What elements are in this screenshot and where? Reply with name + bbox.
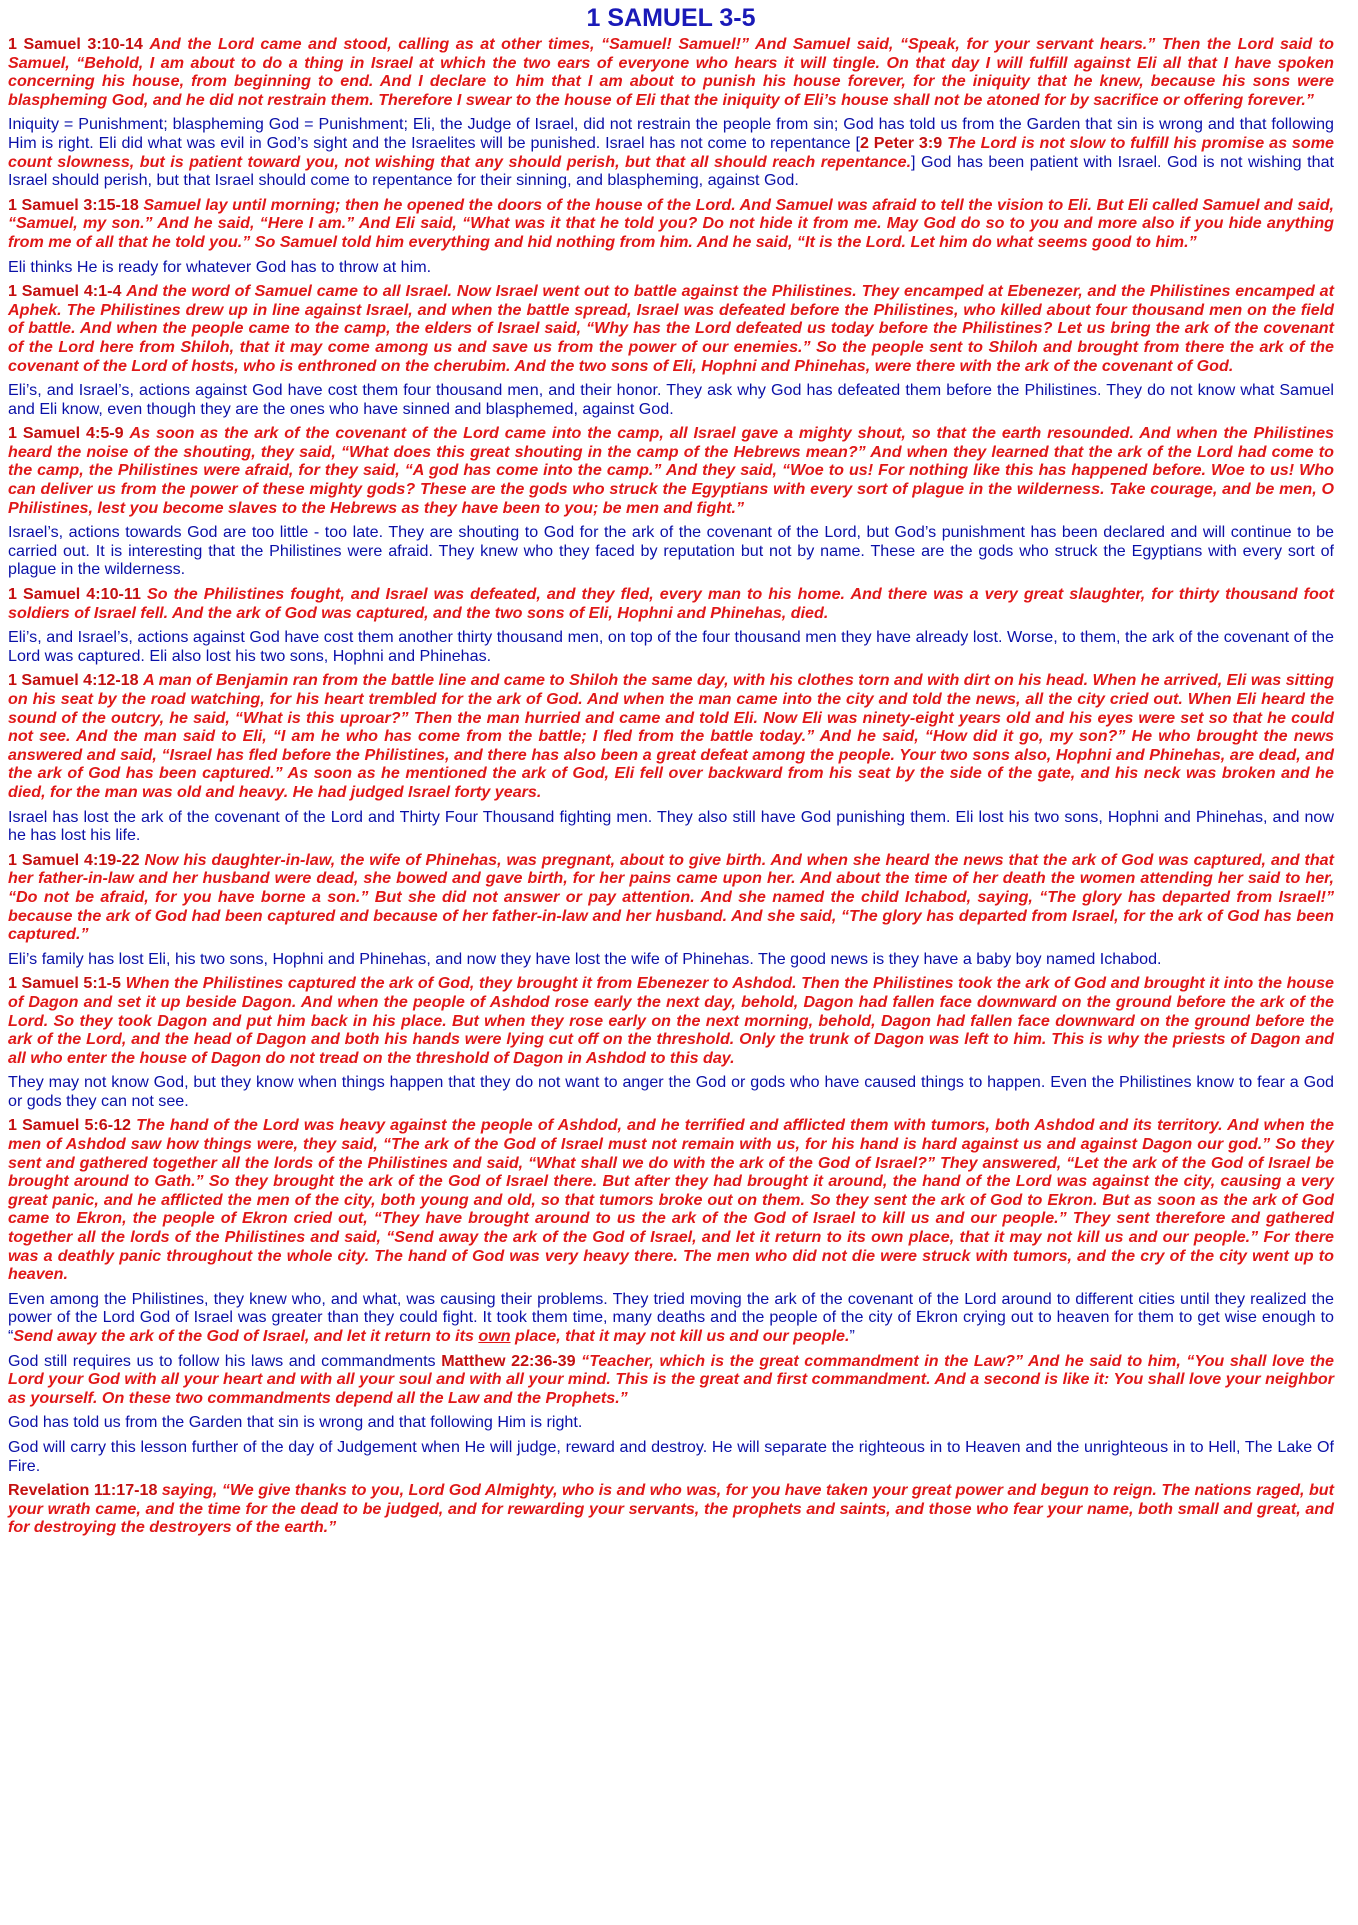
scripture-passage — [8, 1116, 1334, 1283]
commentary: Eli’s, and Israel’s, actions against God have cost them another thirty thousand men, on top of the four thousand men they have already lost. Worse, to them, the ark of the covenant of the Lord was captured. Eli also lost his two sons, Hophni and Phinehas. — [8, 628, 1334, 665]
scripture-quote: Send away the ark of the God of Israel, and let it return to its — [13, 1327, 479, 1345]
commentary: Israel’s, actions towards God are too little - too late. They are shouting to God for the ark of the covenant of the Lord, but God’s punishment has been declared and will continue to be carried out. It is interesting that the Philistines were afraid. They knew who they faced by reputation but not by name. These are the gods who struck the Egyptians with every sort of plague in the wilderness. — [8, 523, 1334, 579]
scripture-reference: 1 Samuel 4:12-18 — [8, 671, 139, 690]
scripture-quote: A man of Benjamin ran from the battle line and came to Shiloh the same day, with his clothes torn and with dirt on his head. When he arrived, Eli was sitting on his seat by the road watching, for his heart trembled for the ark of God. And when the man came into the city and told the news, all the city cried out. When Eli heard the sound of the outcry, he said, “What is this uproar?” Then the man hurried and came and told Eli. Now Eli was ninety-eight years old and his eyes were set so that he could not see. And the man said to Eli, “I am he who has come from the battle; I fled from the battle today.” And he said, “How did it go, my son?” He who brought the news answered and said, “Israel has fled before the Philistines, and there has also been a great defeat among the people. Your two sons also, Hophni and Phinehas, are dead, and the ark of God has been captured.” As soon as he mentioned the ark of God, Eli fell over backward from his seat by the side of the gate, and his neck was broken and he died, for the man was old and heavy. He had judged Israel forty years. — [8, 671, 1334, 801]
scripture-quote: place, that it may not kill us and our people. — [510, 1327, 850, 1345]
scripture-passage — [8, 282, 1334, 375]
commentary-text: God still requires us to follow his laws and commandments — [8, 1351, 442, 1370]
scripture-reference: Revelation 11:17-18 — [8, 1481, 158, 1500]
underlined-word: own — [478, 1327, 511, 1345]
scripture-reference: 1 Samuel 4:19-22 — [8, 850, 140, 869]
scripture-reference: 1 Samuel 3:10-14 — [8, 35, 143, 53]
commentary — [8, 115, 1334, 189]
scripture-quote: And the Lord came and stood, calling as at other times, “Samuel! Samuel!” And Samuel said, “Speak, for your servant hears.” Then the Lord said to Samuel, “Behold, I am about to do a thing in Israel at which the two ears of everyone who hears it will tingle. On that day I will fulfill against Eli all that I have spoken concerning his house, from beginning to end. And I declare to him that I am about to punish his house forever, for the iniquity that he knew, because his sons were blaspheming God, and he did not restrain them. Therefore I swear to the house of Eli that the iniquity of Eli’s house shall not be atoned for by sacrifice or offering forever.” — [8, 35, 1334, 109]
scripture-passage — [8, 851, 1334, 944]
scripture-quote: “Teacher, which is the great commandment in the Law?” And he said to him, “You shall love the Lord your God with all your heart and with all your soul and with all your mind. This is the great and first commandment. And a second is like it: You shall love your neighbor as yourself. On these two commandments depend all the Law and the Prophets.” — [8, 1351, 1334, 1407]
scripture-reference: 1 Samuel 5:6-12 — [8, 1116, 131, 1135]
scripture-reference: 1 Samuel 5:1-5 — [8, 974, 121, 993]
commentary: Israel has lost the ark of the covenant of the Lord and Thirty Four Thousand fighting men. They also still have God punishing them. Eli lost his two sons, Hophni and Phinehas, and now he has lost his life. — [8, 807, 1334, 845]
scripture-quote: The Lord is not slow to fulfill his promise as some count slowness, but is patient toward you, not wishing that any should perish, but that all should reach repentance. — [8, 133, 1334, 171]
scripture-quote: As soon as the ark of the covenant of the Lord came into the camp, all Israel gave a mighty shout, so that the earth resounded. And when the Philistines heard the noise of the shouting, they said, “What does this great shouting in the camp of the Hebrews mean?” And when they learned that the ark of the Lord had come to the camp, the Philistines were afraid, for they said, “A god has come into the camp.” And they said, “Woe to us! For nothing like this has happened before. Woe to us! Who can deliver us from the power of these mighty gods? These are the gods who struck the Egyptians with every sort of plague in the wilderness. Take courage, and be men, O Philistines, lest you become slaves to the Hebrews as they have been to you; be men and fight.” — [8, 424, 1334, 517]
scripture-passage — [8, 585, 1334, 622]
commentary: Eli thinks He is ready for whatever God has to throw at him. — [8, 257, 432, 276]
commentary: Eli’s, and Israel’s, actions against God have cost them four thousand men, and their honor. They ask why God has defeated them before the Philistines. They do not know what Samuel and Eli know, even though they are the ones who have sinned and blasphemed, against God. — [8, 381, 1334, 418]
scripture-reference: 2 Peter 3:9 — [859, 133, 943, 152]
commentary: God has told us from the Garden that sin is wrong and that following Him is right. — [8, 1413, 583, 1432]
scripture-reference: 1 Samuel 4:5-9 — [8, 424, 124, 443]
commentary-text: ” — [849, 1327, 855, 1345]
scripture-passage — [8, 974, 1334, 1067]
page-title: 1 SAMUEL 3-5 — [586, 4, 756, 32]
scripture-quote: The hand of the Lord was heavy against the people of Ashdod, and he terrified and afflicted them with tumors, both Ashdod and its territory. And when the men of Ashdod saw how things were, they said, “The ark of the God of Israel must not remain with us, for his hand is hard against us and against Dagon our god.” So they sent and gathered together all the lords of the Philistines and said, “What shall we do with the ark of the God of Israel?” They answered, “Let the ark of the God of Israel be brought around to Gath.” So they brought the ark of the God of Israel there. But after they had brought it around, the hand of the Lord was against the city, causing a very great panic, and he afflicted the men of the city, both young and old, so that tumors broke out on them. So they sent the ark of God to Ekron. But as soon as the ark of God came to Ekron, the people of Ekron cried out, “They have brought around to us the ark of the God of Israel to kill us and our people.” They sent therefore and gathered together all the lords of the Philistines and said, “Send away the ark of the God of Israel, and let it return to its own place, that it may not kill us and our people.” For there was a deathly panic throughout the whole city. The hand of God was very heavy there. The men who did not die were struck with tumors, and the cry of the city went up to heaven. — [8, 1116, 1334, 1284]
scripture-reference: Matthew 22:36-39 — [441, 1351, 576, 1370]
scripture-quote: saying, “We give thanks to you, Lord God Almighty, who is and who was, for you have taken your great power and begun to reign. The nations raged, but your wrath came, and the time for the dead to be judged, and for rewarding your servants, the prophets and saints, and those who fear your name, both small and great, and for destroying the destroyers of the earth.” — [8, 1481, 1335, 1537]
commentary-text: ] God has been patient with Israel. God is not wishing that Israel should perish, but that Israel should come to repentance for their sinning, and blaspheming, against God. — [8, 152, 1334, 190]
scripture-quote: So the Philistines fought, and Israel was defeated, and they fled, every man to his home. And there was a very great slaughter, for thirty thousand foot soldiers of Israel fell. And the ark of God was captured, and the two sons of Eli, Hophni and Phinehas, died. — [8, 585, 1334, 622]
commentary — [8, 1290, 1334, 1346]
scripture-passage — [8, 196, 1334, 252]
commentary: Eli’s family has lost Eli, his two sons, Hophni and Phinehas, and now they have lost the wife of Phinehas. The good news is they have a baby boy named Ichabod. — [8, 949, 1162, 968]
scripture-quote: Samuel lay until morning; then he opened the doors of the house of the Lord. And Samuel was afraid to tell the vision to Eli. But Eli called Samuel and said, “Samuel, my son.” And he said, “Here I am.” And Eli said, “What was it that he told you? Do not hide it from me. May God do so to you and more also if you hide anything from me of all that he told you.” So Samuel told him everything and hid nothing from him. And he said, “It is the Lord. Let him do what seems good to him.” — [8, 195, 1334, 251]
scripture-passage — [8, 424, 1334, 517]
scripture-quote: When the Philistines captured the ark of God, they brought it from Ebenezer to Ashdod. Then the Philistines took the ark of God and brought it into the house of Dagon and set it up beside Dagon. And when the people of Ashdod rose early the next day, behold, Dagon had fallen face downward on the ground before the ark of the Lord. So they took Dagon and put him back in his place. But when they rose early on the next morning, behold, Dagon had fallen face downward on the ground before the ark of the Lord, and the head of Dagon and both his hands were lying cut off on the threshold. Only the trunk of Dagon was left to him. This is why the priests of Dagon and all who enter the house of Dagon do not tread on the threshold of Dagon in Ashdod to this day. — [8, 974, 1334, 1067]
scripture-reference: 1 Samuel 4:1-4 — [8, 282, 122, 301]
scripture-passage — [8, 1481, 1334, 1537]
closing-commandment — [8, 1352, 1334, 1408]
scripture-passage — [8, 671, 1334, 801]
commentary-text: Iniquity = Punishment; blaspheming God = Punishment; Eli, the Judge of Israel, did not restrain the people from sin; God has told us from the Garden that sin is wrong and that following Him is right. Eli did what was evil in God’s sight and the Israelites will be punished. Israel has not come to repentance [ — [8, 115, 1334, 152]
scripture-passage — [8, 35, 1334, 109]
commentary: God will carry this lesson further of the day of Judgement when He will judge, reward and destroy. He will separate the righteous in to Heaven and the unrighteous in to Hell, The Lake Of Fire. — [8, 1437, 1334, 1475]
scripture-reference: 1 Samuel 4:10-11 — [8, 585, 141, 604]
scripture-quote: Now his daughter-in-law, the wife of Phinehas, was pregnant, about to give birth. And when she heard the news that the ark of God was captured, and that her father-in-law and her husband were dead, she bowed and gave birth, for her pains came upon her. And about the time of her death the women attending her said to her, “Do not be afraid, for you have borne a son.” But she did not answer or pay attention. And she named the child Ichabod, saying, “The glory has departed from Israel!” because the ark of God had been captured and because of her father-in-law and her husband. And she said, “The glory has departed from Israel, for the ark of God has been captured.” — [8, 850, 1334, 944]
commentary: They may not know God, but they know when things happen that they do not want to anger the God or gods who have caused things to happen. Even the Philistines know to fear a God or gods they can not see. — [8, 1073, 1334, 1110]
scripture-quote: And the word of Samuel came to all Israel. Now Israel went out to battle against the Philistines. They encamped at Ebenezer, and the Philistines encamped at Aphek. The Philistines drew up in line against Israel, and when the battle spread, Israel was defeated before the Philistines, who killed about four thousand men on the field of battle. And when the people came to the camp, the elders of Israel said, “Why has the Lord defeated us today before the Philistines? Let us bring the ark of the covenant of the Lord here from Shiloh, that it may come among us and save us from the power of our enemies.” So the people sent to Shiloh and brought from there the ark of the covenant of the Lord of hosts, who is enthroned on the cherubim. And the two sons of Eli, Hophni and Phinehas, were there with the ark of the covenant of God. — [8, 282, 1334, 375]
scripture-reference: 1 Samuel 3:15-18 — [8, 195, 139, 214]
commentary-text: Even among the Philistines, they knew who, and what, was causing their problems. They tried moving the ark of the covenant of the Lord around to different cities until they realized the power of the Lord God of Israel was greater than they could fight. It took them time, many deaths and the people of the city of Ekron crying out to heaven for them to get wise enough to “ — [8, 1289, 1334, 1345]
